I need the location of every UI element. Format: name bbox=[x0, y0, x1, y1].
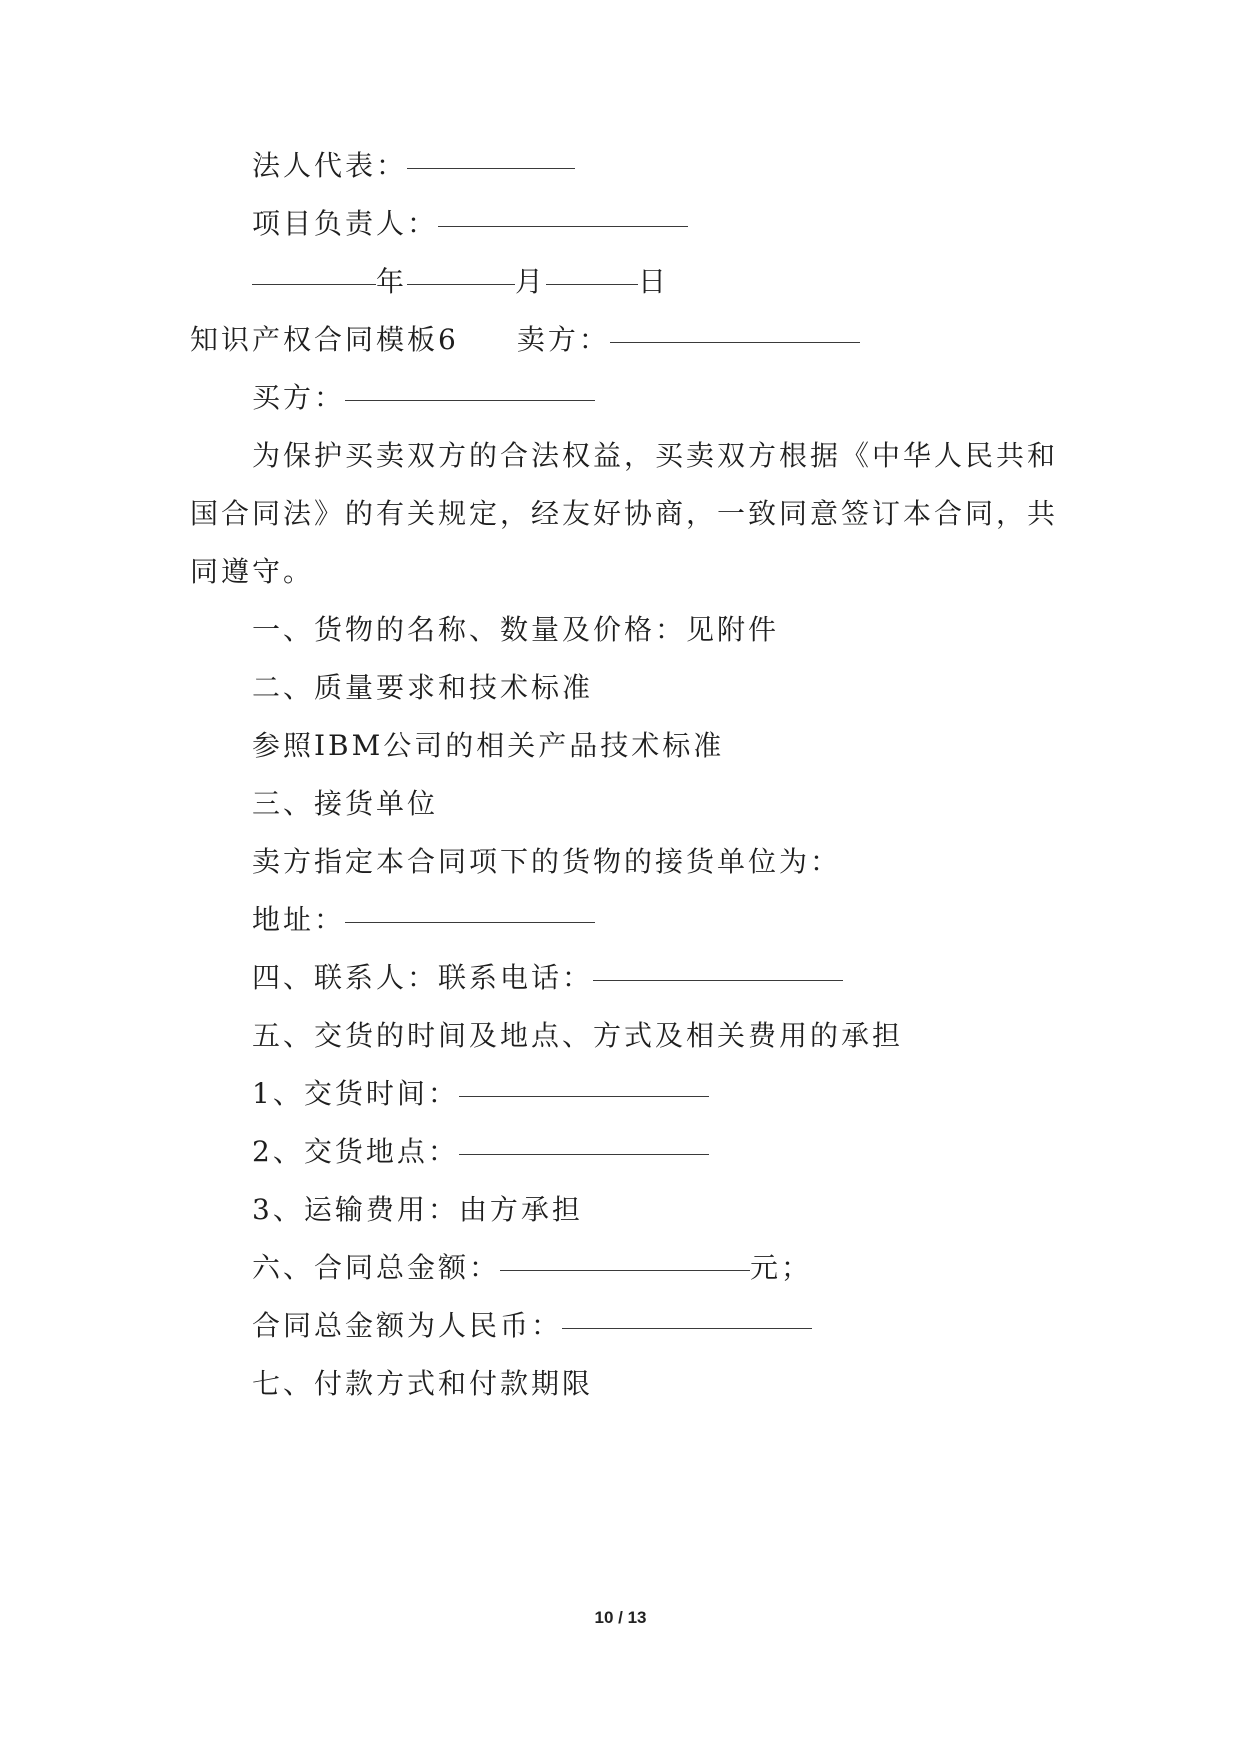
total-amount-blank[interactable] bbox=[500, 1268, 750, 1271]
item-1: 一、货物的名称、数量及价格：见附件 bbox=[252, 613, 780, 646]
item-2: 二、质量要求和技术标准 bbox=[252, 671, 594, 704]
item-4-label: 四、联系人：联系电话： bbox=[252, 961, 594, 994]
item-2-detail: 参照IBM公司的相关产品技术标准 bbox=[252, 729, 725, 762]
legal-rep-blank[interactable] bbox=[407, 166, 575, 169]
buyer-blank[interactable] bbox=[345, 398, 595, 401]
item-3-detail: 卖方指定本合同项下的货物的接货单位为： bbox=[252, 845, 842, 878]
legal-rep-label: 法人代表： bbox=[252, 149, 408, 182]
item-3: 三、接货单位 bbox=[252, 787, 439, 820]
project-lead-line bbox=[252, 204, 688, 244]
date-line bbox=[252, 262, 669, 302]
total-amount-unit: 元； bbox=[750, 1251, 813, 1284]
year-blank[interactable] bbox=[252, 282, 376, 285]
item-5-3: 3、运输费用：由方承担 bbox=[252, 1193, 583, 1226]
day-label: 日 bbox=[638, 265, 670, 298]
address-line bbox=[252, 900, 595, 940]
delivery-place-blank[interactable] bbox=[459, 1152, 709, 1155]
phone-blank[interactable] bbox=[593, 978, 843, 981]
delivery-place-label: 2、交货地点： bbox=[252, 1135, 459, 1168]
item-5: 五、交货的时间及地点、方式及相关费用的承担 bbox=[252, 1019, 904, 1052]
month-blank[interactable] bbox=[407, 282, 515, 285]
year-label: 年 bbox=[376, 265, 408, 298]
template-title: 知识产权合同模板6 bbox=[190, 323, 459, 356]
address-label: 地址： bbox=[252, 903, 346, 936]
project-lead-label: 项目负责人： bbox=[252, 207, 439, 240]
total-amount-label: 六、合同总金额： bbox=[252, 1251, 501, 1284]
item-6-rmb-line bbox=[252, 1306, 812, 1346]
buyer-line bbox=[252, 378, 595, 418]
item-7: 七、付款方式和付款期限 bbox=[252, 1367, 594, 1400]
legal-rep-line bbox=[252, 146, 575, 186]
delivery-time-label: 1、交货时间： bbox=[252, 1077, 459, 1110]
delivery-time-blank[interactable] bbox=[459, 1094, 709, 1097]
page-number: 10 / 13 bbox=[594, 1608, 647, 1627]
intro-line-2: 国合同法》的有关规定，经友好协商，一致同意签订本合同，共 bbox=[190, 497, 1059, 530]
address-blank[interactable] bbox=[345, 920, 595, 923]
seller-label: 卖方： bbox=[516, 323, 610, 356]
month-label: 月 bbox=[515, 265, 547, 298]
item-6-line bbox=[252, 1248, 812, 1288]
total-rmb-blank[interactable] bbox=[562, 1326, 812, 1329]
day-blank[interactable] bbox=[546, 282, 638, 285]
intro-line-1: 为保护买卖双方的合法权益，买卖双方根据《中华人民共和 bbox=[252, 439, 1059, 472]
item-4-line bbox=[252, 958, 843, 998]
item-5-1-line bbox=[252, 1074, 709, 1114]
project-lead-blank[interactable] bbox=[438, 224, 688, 227]
total-rmb-label: 合同总金额为人民币： bbox=[252, 1309, 563, 1342]
template-title-line bbox=[190, 320, 860, 360]
buyer-label: 买方： bbox=[252, 381, 346, 414]
item-5-2-line bbox=[252, 1132, 709, 1172]
seller-blank[interactable] bbox=[610, 340, 860, 343]
intro-line-3: 同遵守。 bbox=[190, 555, 315, 588]
